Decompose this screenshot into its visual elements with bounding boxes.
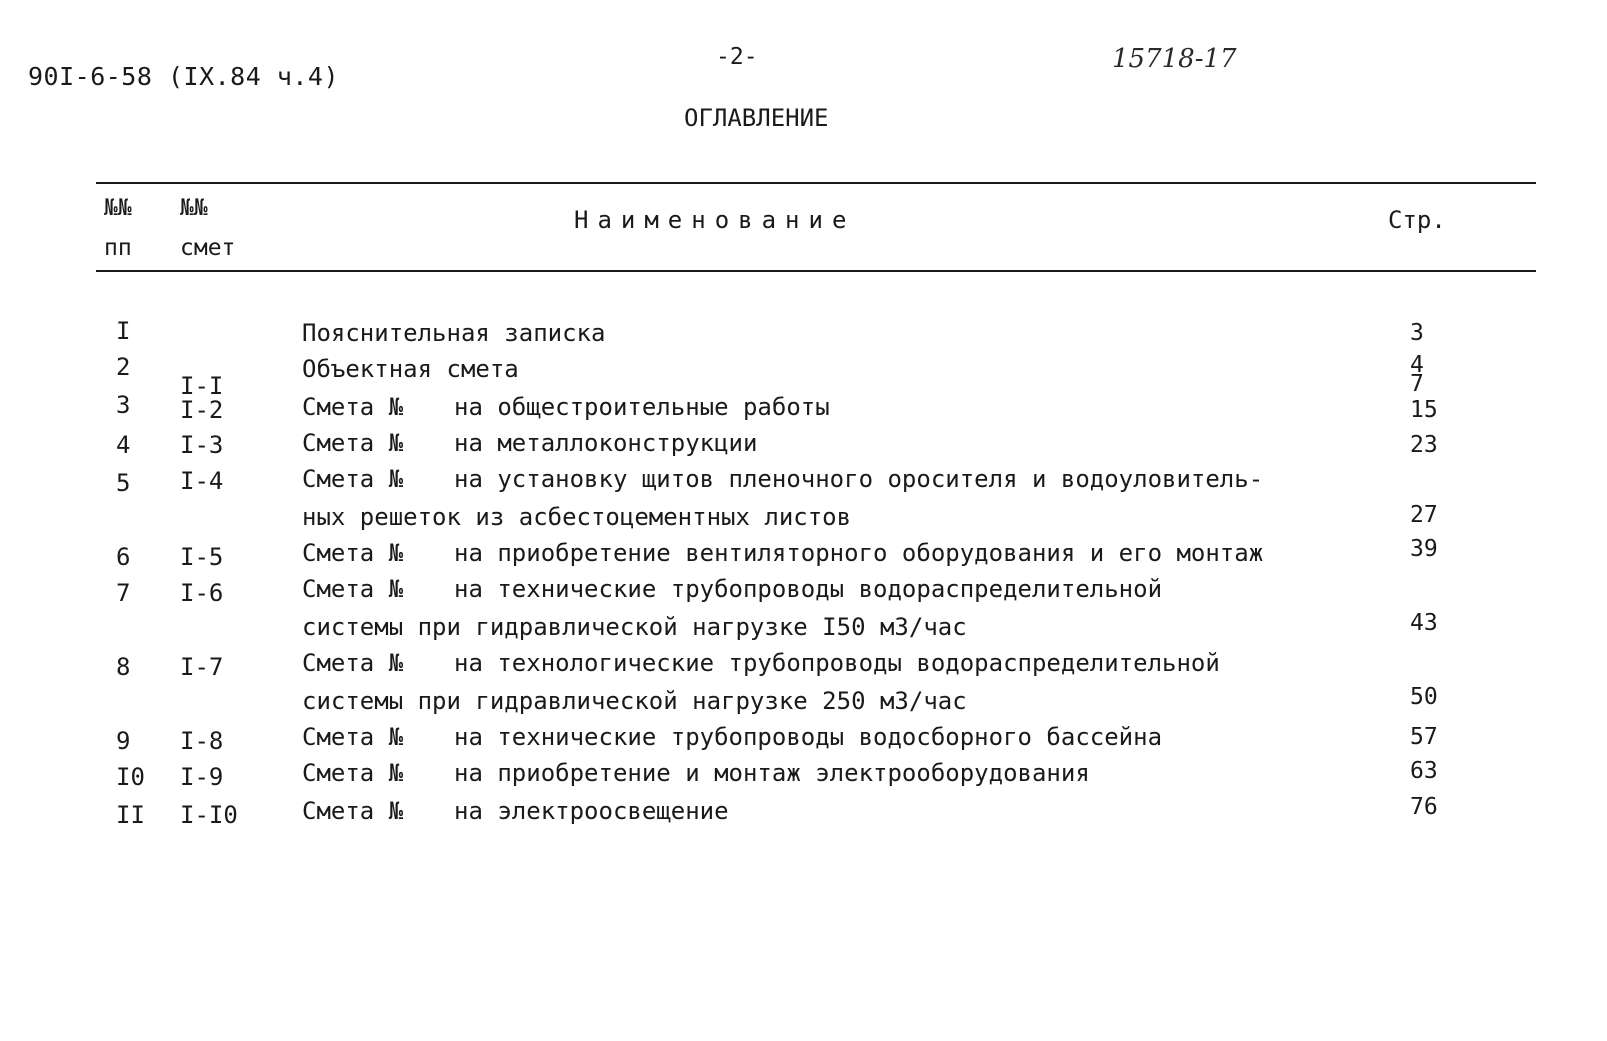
row-description: на технические трубопроводы водораспределительной xyxy=(454,575,1163,603)
row-page: 4 xyxy=(1410,352,1424,378)
row-page: 39 xyxy=(1410,536,1438,562)
row-number: 7 xyxy=(116,579,131,607)
row-description: на установку щитов пленочного оросителя и водоуловитель- xyxy=(454,465,1264,493)
row-smeta-word: Смета № xyxy=(302,393,404,421)
row-smeta-code: I-8 xyxy=(180,727,224,755)
row-name: Объектная смета xyxy=(302,355,519,383)
row-number: 6 xyxy=(116,543,131,571)
row-smeta-code: I-7 xyxy=(180,653,224,681)
row-smeta-word: Смета № xyxy=(302,797,404,825)
row-page: 27 xyxy=(1410,502,1438,528)
row-number: 8 xyxy=(116,653,131,681)
row-page: 57 xyxy=(1410,724,1438,750)
row-number: 2 xyxy=(116,353,131,381)
row-smeta-code: I-4 xyxy=(180,467,224,495)
row-number: I0 xyxy=(116,763,145,791)
row-description: на металлоконструкции xyxy=(454,429,758,457)
header-page: Стр. xyxy=(1388,206,1446,234)
row-page: 50 xyxy=(1410,684,1438,710)
row-description-cont: системы при гидравлической нагрузке I50 м3/час xyxy=(302,613,967,641)
header-nn-bottom: пп xyxy=(104,235,132,261)
row-description: на технические трубопроводы водосборного бассейна xyxy=(454,723,1163,751)
header-smet-bottom: смет xyxy=(180,235,236,261)
row-smeta-code: I-9 xyxy=(180,763,224,791)
row-page: 23 xyxy=(1410,432,1438,458)
row-description: на общестроительные работы xyxy=(454,393,830,421)
row-page: 43 xyxy=(1410,610,1438,636)
row-description-cont: ных решеток из асбестоцементных листов xyxy=(302,503,852,531)
row-smeta-word: Смета № xyxy=(302,723,404,751)
row-smeta-word: Смета № xyxy=(302,575,404,603)
row-number: 4 xyxy=(116,431,131,459)
header-smet-top: №№ xyxy=(180,195,208,221)
row-page: 63 xyxy=(1410,758,1438,784)
row-name: Пояснительная записка xyxy=(302,319,606,347)
handwritten-id: 15718-17 xyxy=(1112,44,1237,74)
row-number: 3 xyxy=(116,391,131,419)
row-smeta-word: Смета № xyxy=(302,649,404,677)
row-number: II xyxy=(116,801,145,829)
row-number: 5 xyxy=(116,469,131,497)
row-smeta-code: I-6 xyxy=(180,579,224,607)
row-smeta-code: I-I xyxy=(180,372,224,400)
row-page: 76 xyxy=(1410,794,1438,820)
row-smeta-code: I-3 xyxy=(180,431,224,459)
header-nn-top: №№ xyxy=(104,195,132,221)
page-number: -2- xyxy=(716,44,758,70)
row-description: на технологические трубопроводы водораспределительной xyxy=(454,649,1220,677)
header-name: Наименование xyxy=(574,206,856,234)
row-smeta-code: I-2 xyxy=(180,396,224,424)
row-description: на приобретение вентиляторного оборудования и его монтаж xyxy=(454,539,1264,567)
row-description: на электроосвещение xyxy=(454,797,729,825)
row-page: 15 xyxy=(1410,397,1438,423)
document-code: 90I-6-58 (IX.84 ч.4) xyxy=(28,62,340,91)
row-smeta-word: Смета № xyxy=(302,429,404,457)
row-description-cont: системы при гидравлической нагрузке 250 м3/час xyxy=(302,687,967,715)
row-smeta-word: Смета № xyxy=(302,539,404,567)
row-smeta-word: Смета № xyxy=(302,465,404,493)
row-page: 3 xyxy=(1410,320,1424,346)
row-number: 9 xyxy=(116,727,131,755)
row-description: на приобретение и монтаж электрооборудования xyxy=(454,759,1090,787)
section-title: ОГЛАВЛЕНИЕ xyxy=(684,104,829,132)
row-page: 7 xyxy=(1410,371,1424,397)
row-smeta-code: I-I0 xyxy=(180,801,238,829)
row-number: I xyxy=(116,317,131,345)
row-smeta-word: Смета № xyxy=(302,759,404,787)
row-smeta-code: I-5 xyxy=(180,543,224,571)
